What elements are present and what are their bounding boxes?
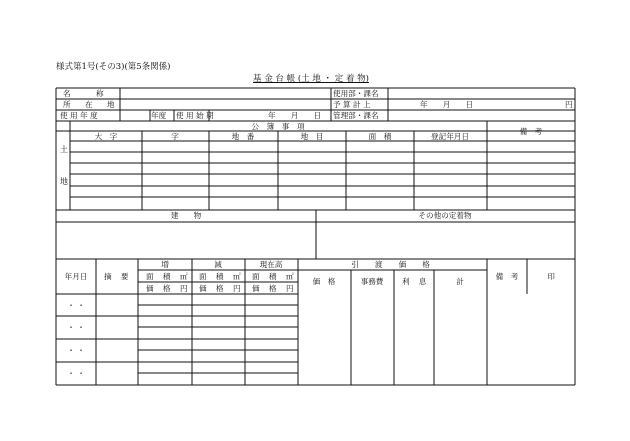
col-chiban: 地 番 bbox=[231, 132, 255, 141]
current-price-unit: 円 bbox=[286, 284, 294, 293]
decrease-area-label: 面 積 bbox=[199, 272, 227, 281]
increase-header: 増 bbox=[161, 260, 169, 269]
form-number: 様式第1号(その3)(第5条関係) bbox=[56, 62, 171, 72]
dept-manage-label: 管理部・課名 bbox=[333, 111, 379, 120]
transfer-price-title: 引 渡 価 格 bbox=[351, 260, 437, 269]
increase-price-unit: 円 bbox=[180, 284, 188, 293]
fixtures-title: その他の定着物 bbox=[418, 211, 472, 220]
budget-yen-unit: 円 bbox=[565, 100, 573, 109]
land-side-label-bottom: 地 bbox=[60, 177, 68, 186]
transfer-col-interest: 利 息 bbox=[402, 277, 430, 286]
increase-area-label: 面 積 bbox=[146, 272, 174, 281]
name-label: 名 称 bbox=[63, 89, 108, 98]
budget-label: 予 算 計 上 bbox=[333, 100, 371, 109]
current-header: 現在高 bbox=[259, 260, 283, 269]
dept-use-label: 使用部・課名 bbox=[333, 89, 379, 98]
date-dots-row-4: ・ ・ bbox=[67, 369, 85, 378]
col-area: 面 積 bbox=[368, 132, 392, 141]
ledger-date-col: 年月日 bbox=[64, 272, 88, 281]
public-record-title: 公 簿 事 項 bbox=[251, 122, 305, 131]
ledger-remarks-label: 備 考 bbox=[495, 272, 519, 281]
ledger-summary-col: 摘 要 bbox=[104, 272, 132, 281]
page-title: 基 金 台 帳 (土 地 ・ 定 着 物) bbox=[253, 74, 369, 84]
current-price-label: 価 格 bbox=[252, 284, 280, 293]
seal-label: 印 bbox=[547, 272, 555, 281]
current-area-label: 面 積 bbox=[252, 272, 280, 281]
date-dots-row-2: ・ ・ bbox=[67, 323, 85, 332]
usage-start-date: 年 月 日 bbox=[268, 111, 322, 120]
decrease-area-unit: ㎡ bbox=[233, 272, 241, 281]
col-chimoku: 地 目 bbox=[300, 132, 324, 141]
transfer-col-total: 計 bbox=[456, 277, 464, 286]
decrease-price-label: 価 格 bbox=[199, 284, 227, 293]
usage-year-label: 使 用 年 度 bbox=[60, 111, 98, 120]
date-dots-row-1: ・ ・ bbox=[67, 301, 85, 310]
land-side-label-top: 土 bbox=[60, 145, 68, 154]
increase-price-label: 価 格 bbox=[146, 284, 174, 293]
decrease-header: 減 bbox=[214, 260, 222, 269]
budget-date: 年 月 日 bbox=[420, 100, 474, 109]
col-aza: 字 bbox=[171, 132, 179, 141]
current-area-unit: ㎡ bbox=[286, 272, 294, 281]
date-dots-row-3: ・ ・ bbox=[67, 346, 85, 355]
usage-start-label: 使 用 始 期 bbox=[176, 111, 214, 120]
location-label: 所 在 地 bbox=[63, 100, 119, 109]
building-title: 建 物 bbox=[170, 211, 202, 220]
col-registration-date: 登記年月日 bbox=[431, 132, 469, 141]
usage-year-unit: 年度 bbox=[151, 111, 167, 120]
increase-area-unit: ㎡ bbox=[180, 272, 188, 281]
transfer-col-price: 価 格 bbox=[312, 277, 336, 286]
col-oaza: 大 字 bbox=[94, 132, 118, 141]
decrease-price-unit: 円 bbox=[233, 284, 241, 293]
transfer-col-admin: 事務費 bbox=[360, 277, 384, 286]
land-remarks-label: 備 考 bbox=[519, 127, 543, 136]
